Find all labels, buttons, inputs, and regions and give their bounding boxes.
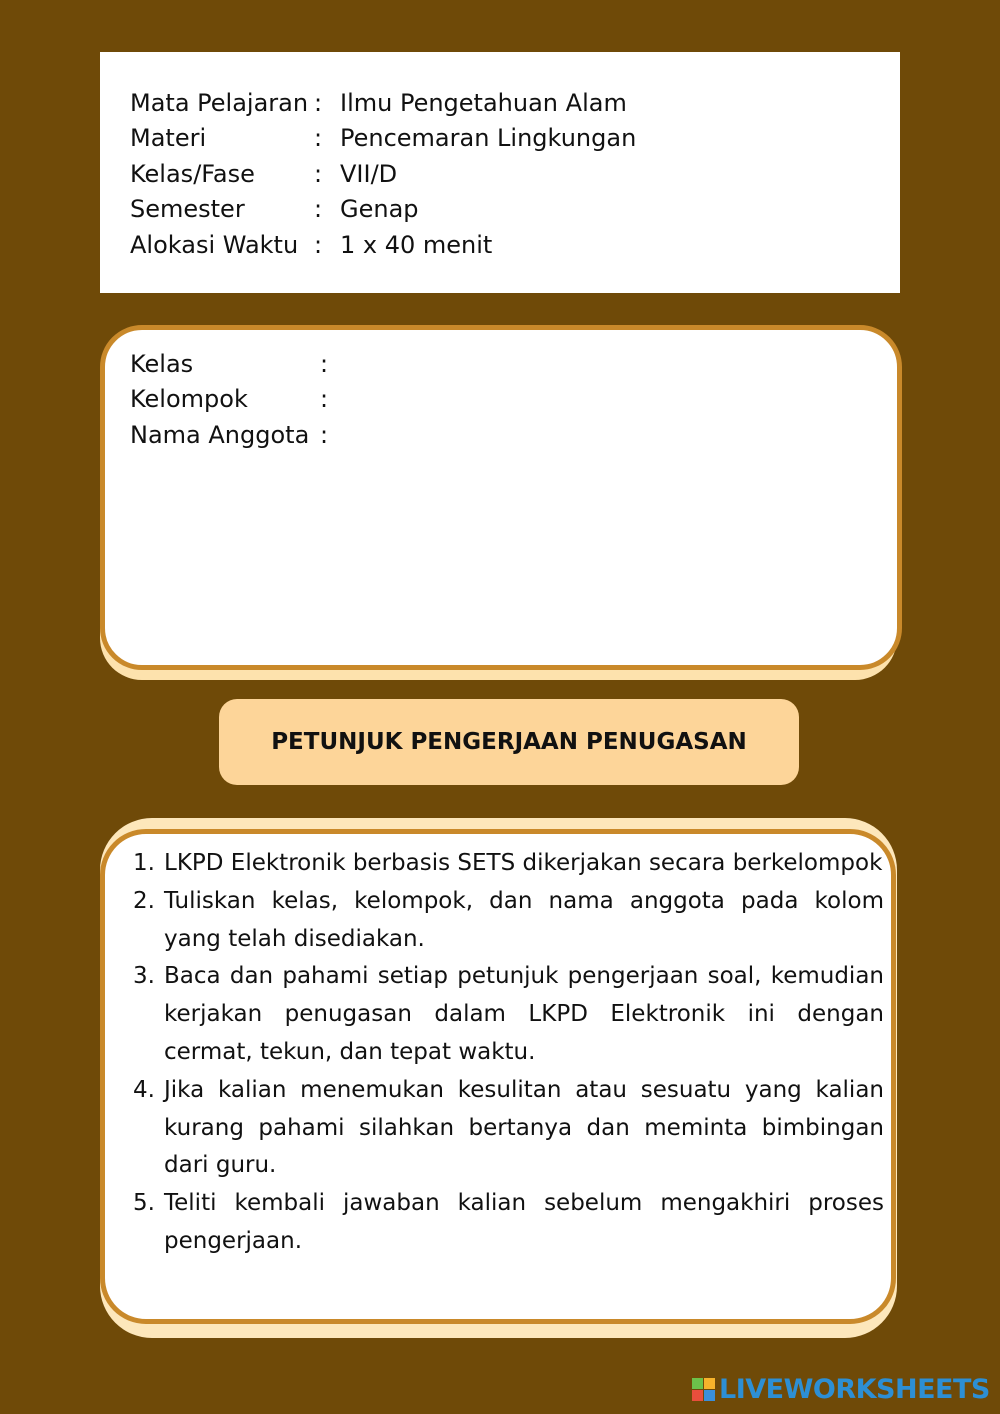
info-value: Genap <box>340 195 419 224</box>
info-separator: : <box>314 159 323 188</box>
field-separator: : <box>320 385 329 414</box>
instructions-list <box>133 845 884 1261</box>
instructions-title: PETUNJUK PENGERJAAN PENUGASAN <box>219 699 799 785</box>
info-separator: : <box>314 230 323 259</box>
info-row-material <box>130 121 636 156</box>
instruction-number: 4. <box>133 1076 155 1103</box>
field-group <box>130 382 328 417</box>
info-label: Alokasi Waktu <box>130 230 299 259</box>
info-value: Pencemaran Lingkungan <box>340 124 637 153</box>
instruction-text: Baca dan pahami setiap petunjuk pengerjaan soal, kemudian kerjakan penugasan dalam LKPD Elektronik ini dengan cermat, tekun, dan tepat waktu. <box>164 963 884 1065</box>
info-separator: : <box>314 124 323 153</box>
instruction-number: 2. <box>133 887 155 914</box>
info-value: Ilmu Pengetahuan Alam <box>340 89 627 117</box>
field-separator: : <box>320 420 329 449</box>
info-label: Semester <box>130 195 245 224</box>
instruction-text: Jika kalian menemukan kesulitan atau sesuatu yang kalian kurang pahami silahkan bertanya dan meminta bimbingan dari guru. <box>164 1076 884 1179</box>
info-label: Materi <box>130 124 207 153</box>
instruction-item <box>133 1072 884 1185</box>
instruction-item <box>133 845 884 883</box>
liveworksheets-brand[interactable] <box>692 1374 990 1405</box>
info-label: Kelas/Fase <box>130 159 255 188</box>
liveworksheets-logo-icon <box>692 1378 715 1401</box>
info-value: VII/D <box>340 159 398 188</box>
field-class <box>130 347 328 382</box>
info-value: 1 x 40 menit <box>340 230 493 259</box>
field-label: Nama Anggota <box>130 420 310 449</box>
brand-name: LIVEWORKSHEETS <box>719 1374 990 1405</box>
instruction-number: 3. <box>133 963 155 990</box>
subject-info-card <box>100 52 900 293</box>
info-separator: : <box>314 89 323 117</box>
instruction-text: LKPD Elektronik berbasis SETS dikerjakan secara berkelompok <box>164 850 883 876</box>
info-separator: : <box>314 195 323 224</box>
instruction-item <box>133 1185 884 1261</box>
instruction-number: 5. <box>133 1190 155 1217</box>
group-identity-card <box>100 325 902 670</box>
instruction-item <box>133 958 884 1071</box>
info-row-time-allocation <box>130 228 636 263</box>
field-member-names <box>130 418 328 453</box>
field-label: Kelas <box>130 350 194 378</box>
group-identity-fields <box>130 347 328 453</box>
field-label: Kelompok <box>130 385 248 414</box>
info-row-semester <box>130 192 636 227</box>
field-separator: : <box>320 350 329 378</box>
instruction-number: 1. <box>133 850 155 876</box>
instructions-card <box>100 829 896 1324</box>
info-row-subject <box>130 86 636 121</box>
subject-info-table <box>130 86 636 263</box>
instruction-item <box>133 883 884 959</box>
info-row-class-phase <box>130 157 636 192</box>
instruction-text: Tuliskan kelas, kelompok, dan nama anggota pada kolom yang telah disediakan. <box>164 887 884 952</box>
instruction-text: Teliti kembali jawaban kalian sebelum mengakhiri proses pengerjaan. <box>164 1190 884 1254</box>
info-label: Mata Pelajaran <box>130 89 309 117</box>
